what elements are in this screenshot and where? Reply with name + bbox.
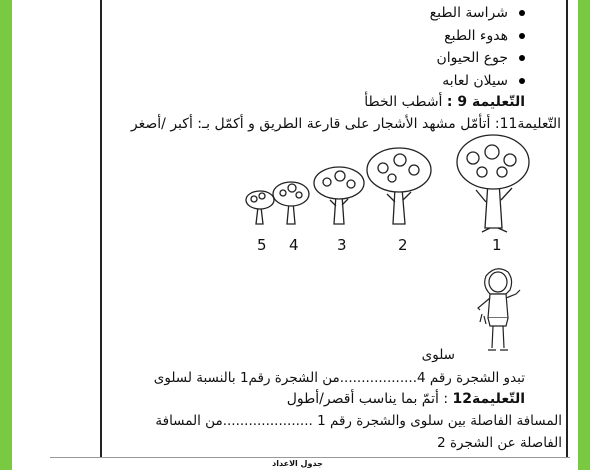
sentence-2-line-1: المسافة الفاصلة بين سلوى والشجرة رقم 1 .....................من المسافة <box>155 413 562 429</box>
page-footer: جدول الاعداد <box>272 459 323 468</box>
bullet-icon <box>519 78 525 84</box>
options-list <box>305 2 525 92</box>
girl-name-label: سلوى <box>421 347 455 363</box>
tree-number-2: 2 <box>398 236 408 254</box>
tree-number-4: 4 <box>289 236 299 254</box>
tree-number-5: 5 <box>257 236 267 254</box>
girl-icon <box>470 264 530 356</box>
right-margin-line <box>566 0 568 458</box>
list-item: جوع الحيوان <box>305 47 525 70</box>
instruction-11: التّعليمة11: أتأمّل مشهد الأشجار على قارعة الطريق و أكمّل بـ: أكبر /أصغر <box>130 116 561 132</box>
tree-number-3: 3 <box>337 236 347 254</box>
tree-4-icon <box>273 182 309 224</box>
sentence-2-line-2: الفاصلة عن الشجرة 2 <box>437 435 562 451</box>
sentence-1: تبدو الشجرة رقم 4..................من الشجرة رقم1 بالنسبة لسلوى <box>153 370 525 386</box>
instruction-9: التّعليمة 9 : أشطب الخطأ <box>364 94 525 110</box>
bullet-icon <box>519 10 525 16</box>
tree-1-icon <box>457 135 529 232</box>
left-green-border <box>0 0 12 470</box>
list-item: سيلان لعابه <box>305 70 525 93</box>
left-margin-line <box>100 0 102 458</box>
tree-number-1: 1 <box>492 236 502 254</box>
bullet-icon <box>519 55 525 61</box>
trees-illustration <box>240 130 540 240</box>
tree-5-icon <box>246 191 274 224</box>
list-item: شراسة الطبع <box>305 2 525 25</box>
tree-3-icon <box>314 167 364 224</box>
footer-divider <box>50 457 570 458</box>
instruction-12: التّعليمة12 : أتمّ بما يناسب أقصر/أطول <box>286 391 525 407</box>
list-item: هدوء الطبع <box>305 25 525 48</box>
right-green-border <box>578 0 590 470</box>
bullet-icon <box>519 33 525 39</box>
tree-2-icon <box>367 148 431 224</box>
